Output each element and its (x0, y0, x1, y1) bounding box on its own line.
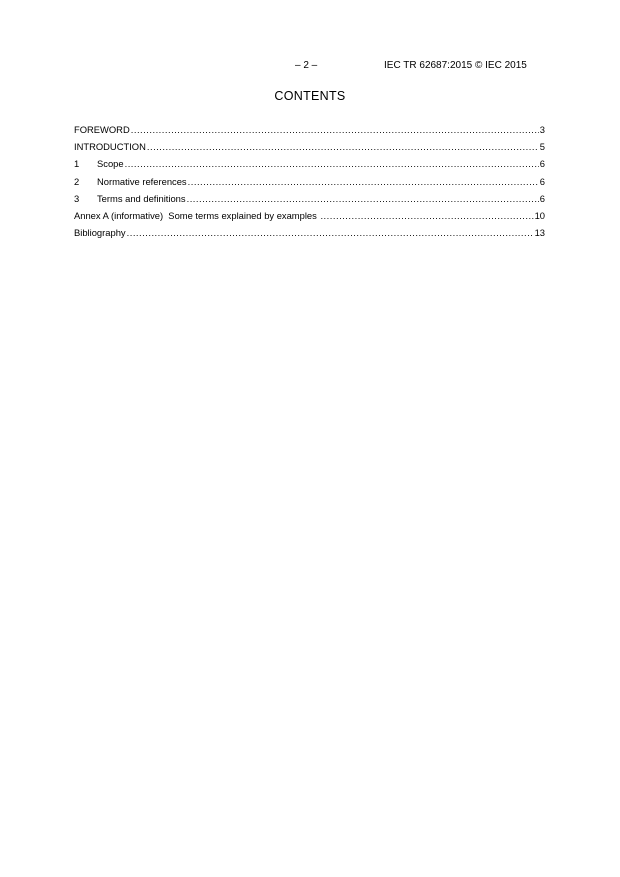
toc-entry-scope[interactable] (74, 158, 545, 175)
toc-entry-title: Normative references (97, 175, 187, 187)
toc-entry-title: FOREWORD (74, 124, 130, 135)
toc-entry-title: Scope (97, 158, 124, 170)
toc-entry-page: 6 (539, 175, 545, 187)
toc-leader-dots (188, 176, 539, 187)
toc-entry-title: INTRODUCTION (74, 141, 146, 153)
contents-title: CONTENTS (274, 89, 346, 103)
toc-entry-page: 10 (534, 209, 545, 221)
toc-entry-page: 5 (539, 141, 545, 153)
toc-leader-dots (131, 124, 539, 135)
toc-leader-dots (125, 158, 539, 169)
toc-leader-dots (320, 210, 533, 221)
toc-entry-title: Terms and definitions (97, 192, 186, 204)
toc-entry-number: 3 (74, 192, 80, 204)
toc-entry-introduction[interactable] (74, 141, 545, 158)
toc-entry-page: 6 (539, 192, 545, 204)
page-number: – 2 – (295, 60, 318, 71)
toc-entry-title: Bibliography (74, 227, 126, 239)
toc-leader-dots (187, 193, 539, 204)
document-reference: IEC TR 62687:2015 © IEC 2015 (384, 60, 527, 71)
toc-entry-page: 13 (534, 227, 545, 239)
toc-entry-normative-references[interactable] (74, 176, 545, 193)
toc-entry-annex-a[interactable] (74, 210, 545, 227)
toc-leader-dots (127, 227, 534, 238)
table-of-contents (74, 124, 545, 244)
toc-entry-foreword[interactable] (74, 124, 545, 141)
toc-entry-title: Annex A (informative) Some terms explained by examples (74, 209, 320, 221)
toc-entry-page: 6 (539, 158, 545, 170)
toc-leader-dots (147, 141, 539, 152)
toc-entry-terms-definitions[interactable] (74, 193, 545, 210)
toc-entry-page: 3 (539, 124, 545, 135)
toc-entry-bibliography[interactable] (74, 227, 545, 244)
toc-entry-number: 1 (74, 158, 80, 170)
toc-entry-number: 2 (74, 175, 80, 187)
